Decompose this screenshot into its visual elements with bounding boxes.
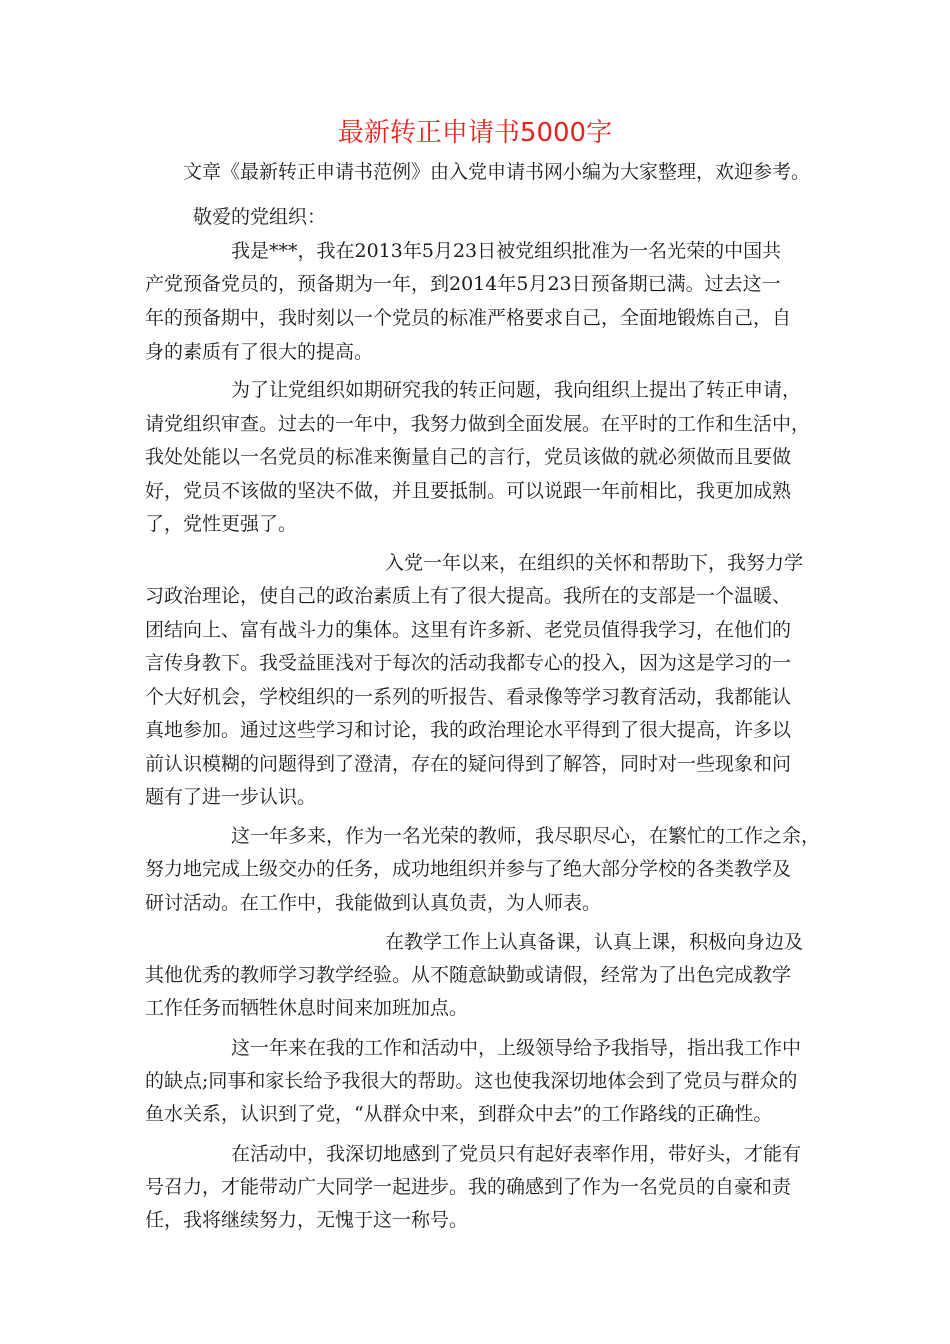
paragraph-line: 习政治理论，使自己的政治素质上有了很大提高。我所在的支部是一个温暖、 xyxy=(145,585,792,607)
paragraph-line: 在活动中，我深切地感到了党员只有起好表率作用，带好头，才能有 xyxy=(231,1143,802,1165)
paragraph-line: 言传身教下。我受益匪浅对于每次的活动我都专心的投入，因为这是学习的一 xyxy=(145,652,792,674)
paragraph-line: 任，我将继续努力，无愧于这一称号。 xyxy=(145,1209,469,1231)
paragraph-line: 产党预备党员的，预备期为一年，到2014年5月23日预备期已满。过去这一 xyxy=(145,273,781,295)
paragraph-line: 努力地完成上级交办的任务，成功地组织并参与了绝大部分学校的各类教学及 xyxy=(145,858,792,880)
paragraph-line: 入党一年以来，在组织的关怀和帮助下，我努力学 xyxy=(385,552,804,574)
paragraph-line: 真地参加。通过这些学习和讨论，我的政治理论水平得到了很大提高，许多以 xyxy=(145,719,792,741)
paragraph-line: 这一年来在我的工作和活动中，上级领导给予我指导，指出我工作中 xyxy=(231,1037,802,1059)
paragraph-line: 我处处能以一名党员的标准来衡量自己的言行，党员该做的就必须做而且要做 xyxy=(145,446,792,468)
document-title: 最新转正申请书5000字 xyxy=(337,118,613,148)
paragraph-line: 请党组织审查。过去的一年中，我努力做到全面发展。在平时的工作和生活中， xyxy=(145,413,811,435)
paragraph-line: 了，党性更强了。 xyxy=(145,513,298,535)
paragraph-line: 研讨活动。在工作中，我能做到认真负责，为人师表。 xyxy=(145,892,602,914)
paragraph-line: 好，党员不该做的坚决不做，并且要抵制。可以说跟一年前相比，我更加成熟 xyxy=(145,480,792,502)
paragraph-line: 为了让党组织如期研究我的转正问题，我向组织上提出了转正申请， xyxy=(231,379,802,401)
paragraph-line: 工作任务而牺牲休息时间来加班加点。 xyxy=(145,997,469,1019)
paragraph-line: 我是***，我在2013年5月23日被党组织批准为一名光荣的中国共 xyxy=(231,240,782,262)
salutation: 敬爱的党组织： xyxy=(193,206,327,228)
paragraph-line: 在教学工作上认真备课，认真上课，积极向身边及 xyxy=(385,931,804,953)
paragraph-line: 前认识模糊的问题得到了澄清，存在的疑问得到了解答，同时对一些现象和问 xyxy=(145,753,792,775)
paragraph-line: 这一年多来，作为一名光荣的教师，我尽职尽心，在繁忙的工作之余， xyxy=(231,825,821,847)
paragraph-line: 鱼水关系，认识到了党，“从群众中来，到群众中去”的工作路线的正确性。 xyxy=(145,1103,773,1125)
paragraph-line: 号召力，才能带动广大同学一起进步。我的确感到了作为一名党员的自豪和责 xyxy=(145,1176,792,1198)
paragraph-line: 团结向上、富有战斗力的集体。这里有许多新、老党员值得我学习，在他们的 xyxy=(145,619,792,641)
intro-text: 文章《最新转正申请书范例》由入党申请书网小编为大家整理，欢迎参考。 xyxy=(183,161,811,183)
paragraph-line: 身的素质有了很大的提高。 xyxy=(145,341,374,363)
paragraph-line: 个大好机会，学校组织的一系列的听报告、看录像等学习教育活动，我都能认 xyxy=(145,686,792,708)
paragraph-line: 年的预备期中，我时刻以一个党员的标准严格要求自己，全面地锻炼自己，自 xyxy=(145,307,792,329)
paragraph-line: 的缺点;同事和家长给予我很大的帮助。这也使我深切地体会到了党员与群众的 xyxy=(145,1070,798,1092)
paragraph-line: 其他优秀的教师学习教学经验。从不随意缺勤或请假，经常为了出色完成教学 xyxy=(145,964,792,986)
paragraph-line: 题有了进一步认识。 xyxy=(145,786,317,808)
